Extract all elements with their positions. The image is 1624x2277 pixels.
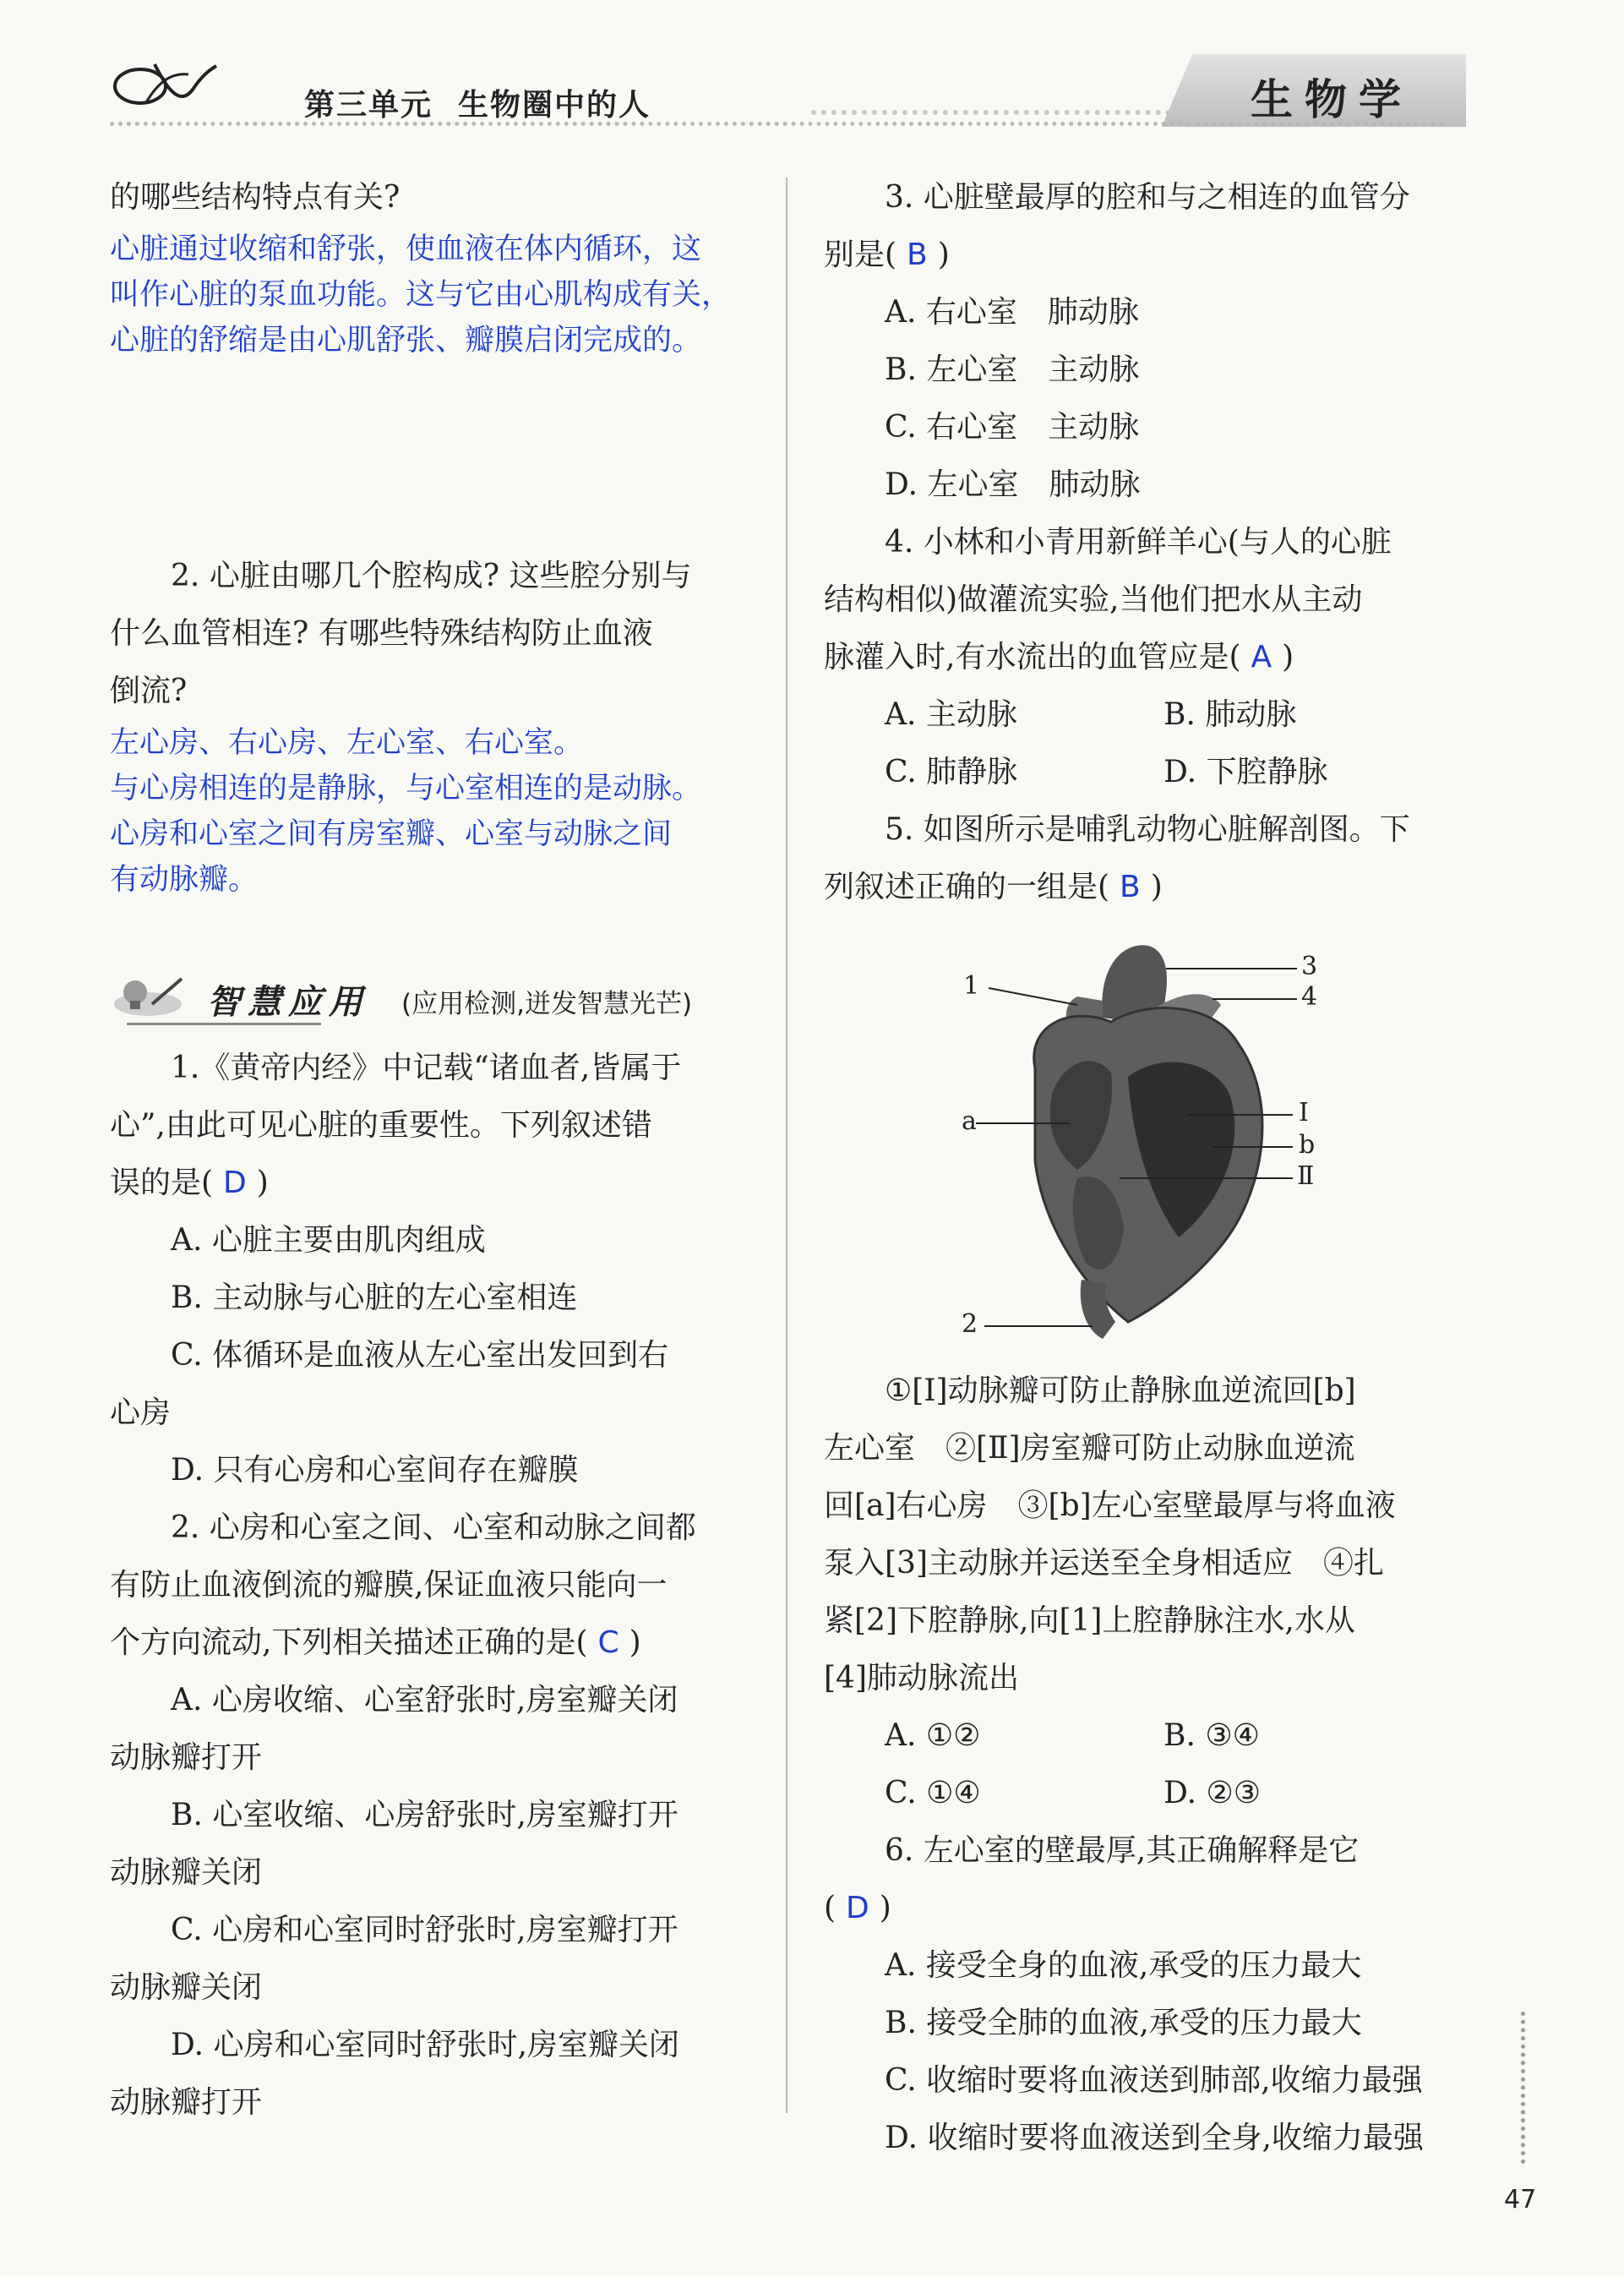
option: C. 右心室 主动脉	[885, 410, 1140, 445]
statement-line: 泵入[3]主动脉并运送至全身相适应 ④扎	[824, 1546, 1384, 1581]
figure-label-b: b	[1299, 1130, 1316, 1160]
figure-label-a: a	[962, 1106, 977, 1136]
left-column	[110, 169, 760, 2132]
statement-line: 左心室 ②[Ⅱ]房室瓣可防止动脉血逆流	[824, 1431, 1355, 1466]
option-row	[824, 1707, 1470, 1765]
statement-line: 回[a]右心房 ③[b]左心室壁最厚与将血液	[824, 1488, 1396, 1523]
answer-choice: B	[907, 238, 928, 272]
header-rule	[110, 122, 1445, 126]
question-line: 列叙述正确的一组是( B )	[824, 870, 1163, 904]
right-column	[824, 169, 1470, 2167]
option: D. 心房和心室同时舒张时,房室瓣关闭	[171, 2028, 679, 2062]
option: D. 收缩时要将血液送到全身,收缩力最强	[885, 2121, 1424, 2155]
question-line: 2. 心房和心室之间、心室和动脉之间都	[171, 1510, 696, 1545]
question-line: 1.《黄帝内经》中记载“诸血者,皆属于	[171, 1051, 682, 1085]
question-line: 3. 心脏壁最厚的腔和与之相连的血管分	[885, 180, 1410, 215]
option: B. 心室收缩、心房舒张时,房室瓣打开	[171, 1798, 678, 1832]
continued-question: 的哪些结构特点有关?	[110, 180, 401, 215]
option: C. 收缩时要将血液送到肺部,收缩力最强	[885, 2063, 1423, 2098]
answer-choice: A	[1251, 640, 1272, 674]
question-line: 有防止血液倒流的瓣膜,保证血液只能向一	[110, 1568, 668, 1603]
option: D. ②③	[1164, 1776, 1262, 1810]
option-row	[824, 686, 1470, 744]
question-line: 什么血管相连? 有哪些特殊结构防止血液	[110, 616, 653, 651]
question-line: ( D )	[824, 1891, 891, 1925]
question-line: 心”,由此可见心脏的重要性。下列叙述错	[110, 1108, 652, 1143]
option: B. 主动脉与心脏的左心室相连	[171, 1280, 578, 1315]
option-cont: 动脉瓣关闭	[110, 1970, 263, 2005]
section-subtitle: (应用检测,迸发智慧光芒)	[401, 989, 693, 1019]
option: C. ①④	[885, 1776, 981, 1810]
option: D. 下腔静脉	[1164, 755, 1328, 789]
answer-choice: D	[223, 1166, 247, 1200]
option: A. 接受全身的血液,承受的压力最大	[885, 1948, 1362, 1983]
unit-heading	[304, 81, 651, 124]
answer-line: 有动脉瓣。	[110, 863, 259, 897]
page-header	[0, 0, 1624, 135]
heart-diagram	[824, 925, 1470, 1347]
option: A. 心房收缩、心室舒张时,房室瓣关闭	[171, 1683, 678, 1717]
section-title: 智慧应用	[207, 982, 369, 1022]
page-number: 47	[1504, 2185, 1537, 2214]
option-cont: 动脉瓣打开	[110, 1740, 263, 1775]
option-row	[824, 744, 1470, 801]
option-cont: 心房	[110, 1395, 172, 1430]
section-heading	[110, 958, 760, 1035]
figure-label-3: 3	[1301, 952, 1318, 981]
margin-dots	[1521, 2012, 1525, 2164]
option: B. 左心室 主动脉	[885, 352, 1140, 387]
figure-label-4: 4	[1301, 982, 1318, 1012]
figure-label-II: Ⅱ	[1297, 1161, 1315, 1191]
statement-line: ①[Ⅰ]动脉瓣可防止静脉血逆流回[b]	[885, 1373, 1356, 1408]
answer-line: 心脏的舒缩是由心肌舒张、瓣膜启闭完成的。	[110, 324, 702, 358]
heart-illustration	[824, 925, 1470, 1347]
option: C. 心房和心室同时舒张时,房室瓣打开	[171, 1913, 678, 1947]
answer-choice: B	[1120, 870, 1141, 904]
question-line: 结构相似)做灌流实验,当他们把水从主动	[824, 582, 1363, 617]
question-line: 6. 左心室的壁最厚,其正确解释是它	[885, 1833, 1360, 1868]
option: A. 心脏主要由肌肉组成	[171, 1223, 486, 1258]
option: B. ③④	[1164, 1718, 1260, 1753]
figure-label-2: 2	[962, 1309, 978, 1339]
question-line: 2. 心脏由哪几个腔构成? 这些腔分别与	[171, 559, 692, 593]
answer-choice: D	[846, 1891, 869, 1925]
column-divider	[786, 177, 787, 2113]
option: B. 接受全肺的血液,承受的压力最大	[885, 2006, 1362, 2040]
option-cont: 动脉瓣打开	[110, 2085, 263, 2120]
question-line: 脉灌入时,有水流出的血管应是( A )	[824, 640, 1294, 674]
unit-title: 生物圈中的人	[458, 88, 651, 123]
option: D. 只有心房和心室间存在瓣膜	[171, 1453, 579, 1488]
option-row	[824, 1765, 1470, 1822]
option-cont: 动脉瓣关闭	[110, 1855, 263, 1890]
header-dots	[811, 110, 1191, 115]
section-underline	[127, 1023, 321, 1025]
answer-line: 左心房、右心房、左心室、右心室。	[110, 726, 584, 760]
answer-line: 与心房相连的是静脉，与心室相连的是动脉。	[110, 772, 702, 805]
question-line: 4. 小林和小青用新鲜羊心(与人的心脏	[885, 525, 1392, 560]
book-logo-icon	[108, 56, 218, 115]
subject-label: 生物学	[1251, 75, 1413, 124]
option: C. 肺静脉	[885, 755, 1018, 789]
statement-line: 紧[2]下腔静脉,向[1]上腔静脉注水,水从	[824, 1603, 1355, 1638]
option: A. 主动脉	[885, 697, 1017, 732]
option: C. 体循环是血液从左心室出发回到右	[171, 1338, 669, 1373]
question-line: 个方向流动,下列相关描述正确的是( C )	[110, 1625, 641, 1660]
question-line: 误的是( D )	[110, 1166, 269, 1200]
option: A. ①②	[885, 1718, 981, 1753]
question-line: 别是( B )	[824, 238, 950, 272]
question-line: 5. 如图所示是哺乳动物心脏解剖图。下	[885, 812, 1410, 847]
answer-line: 心房和心室之间有房室瓣、心室与动脉之间	[110, 817, 673, 851]
option: A. 右心室 肺动脉	[885, 295, 1139, 330]
figure-label-I: Ⅰ	[1299, 1098, 1309, 1128]
answer-line: 心脏通过收缩和舒张，使血液在体内循环，这	[110, 232, 702, 266]
option: B. 肺动脉	[1164, 697, 1297, 732]
answer-line: 叫作心脏的泵血功能。这与它由心肌构成有关，	[110, 278, 732, 312]
question-line: 倒流?	[110, 674, 188, 708]
answer-choice: C	[597, 1625, 619, 1660]
unit-number: 第三单元	[304, 88, 433, 123]
statement-line: [4]肺动脉流出	[824, 1661, 1019, 1695]
figure-label-1: 1	[963, 971, 980, 1001]
lightbulb-leaf-icon	[110, 970, 186, 1021]
option: D. 左心室 肺动脉	[885, 467, 1141, 502]
